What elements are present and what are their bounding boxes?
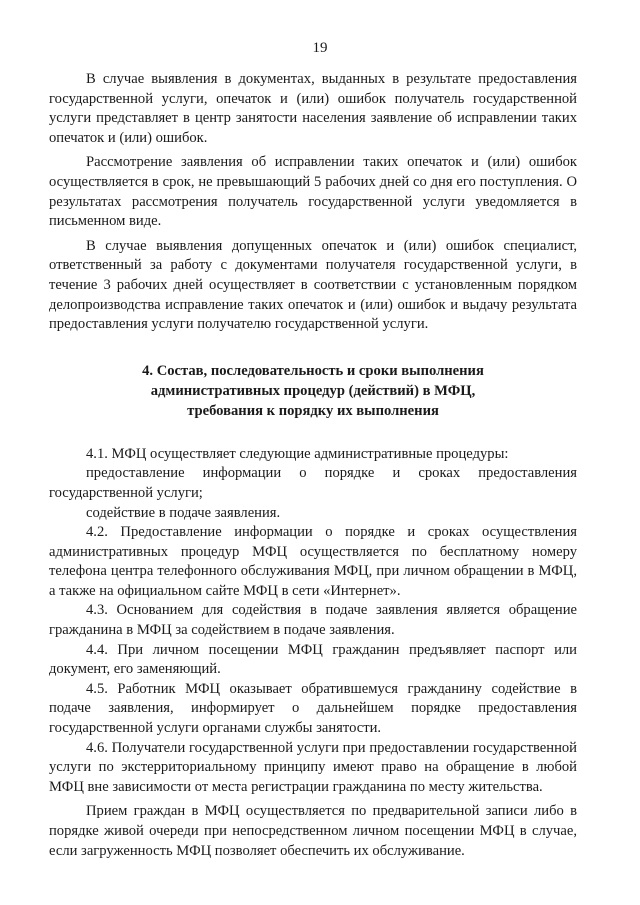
paragraph-4-5: 4.5. Работник МФЦ оказывает обратившемуся гражданину содействие в подаче заявления, информирует о дальнейшем порядке предоставления государственной услуги органами службы занятости. — [49, 680, 577, 737]
paragraph-4-1-item-2: содействие в подаче заявления. — [86, 504, 281, 521]
paragraph-correction-procedure: В случае выявления допущенных опечаток и (или) ошибок специалист, ответственный за работу с документами получателя государственной услуги, в течение 3 рабочих дней осуществляет в соответствии с установленным порядком делопроизводства исправление таких опечаток и (или) ошибок и выдачу результата предоставления услуги получателю государственной услуги. — [49, 237, 577, 333]
page-number: 19 — [312, 40, 328, 56]
paragraph-4-3: 4.3. Основанием для содействия в подаче заявления является обращение гражданина в МФЦ за содействием в подаче заявления. — [49, 602, 577, 639]
paragraph-reception-order: Прием граждан в МФЦ осуществляется по предварительной записи либо в порядке живой очереди при непосредственном личном посещении МФЦ в случае, если загруженность МФЦ позволяет обеспечить их обслуживание. — [49, 803, 577, 859]
document-body — [49, 70, 577, 861]
section-heading-line-2: административных процедур (действий) в МФЦ, — [150, 382, 476, 399]
paragraph-4-6: 4.6. Получатели государственной услуги при предоставлении государственной услуги по экстерриториальному принципу имеют право на обращение в любой МФЦ вне зависимости от места регистрации гражданина по месту жительства. — [49, 739, 577, 795]
paragraph-4-1: 4.1. МФЦ осуществляет следующие административные процедуры: — [86, 445, 509, 462]
section-heading-line-3: требования к порядку их выполнения — [187, 402, 439, 419]
paragraph-4-1-item-1: предоставление информации о порядке и сроках предоставления государственной услуги; — [49, 465, 577, 501]
section-heading-line-1: 4. Состав, последовательность и сроки выполнения — [142, 362, 484, 379]
paragraph-review-deadline: Рассмотрение заявления об исправлении таких опечаток и (или) ошибок осуществляется в срок, не превышающий 5 рабочих дней со дня его поступления. О результатах рассмотрения получатель государственной услуги уведомляется в письменном виде. — [49, 154, 577, 230]
section-heading — [49, 361, 577, 421]
paragraph-4-2: 4.2. Предоставление информации о порядке и сроках осуществления административных процедур МФЦ осуществляется по бесплатному номеру телефона центра телефонного обслуживания МФЦ, при личном обращении в МФЦ, а также на официальном сайте МФЦ в сети «Интернет». — [49, 524, 577, 599]
paragraph-4-4: 4.4. При личном посещении МФЦ гражданин предъявляет паспорт или документ, его заменяющий. — [49, 641, 577, 678]
paragraph-typo-report: В случае выявления в документах, выданных в результате предоставления государственной услуги, опечаток и (или) ошибок получатель государственной услуги представляет в центр занятости населения заявление об исправлении таких опечаток и (или) ошибок. — [49, 71, 577, 146]
